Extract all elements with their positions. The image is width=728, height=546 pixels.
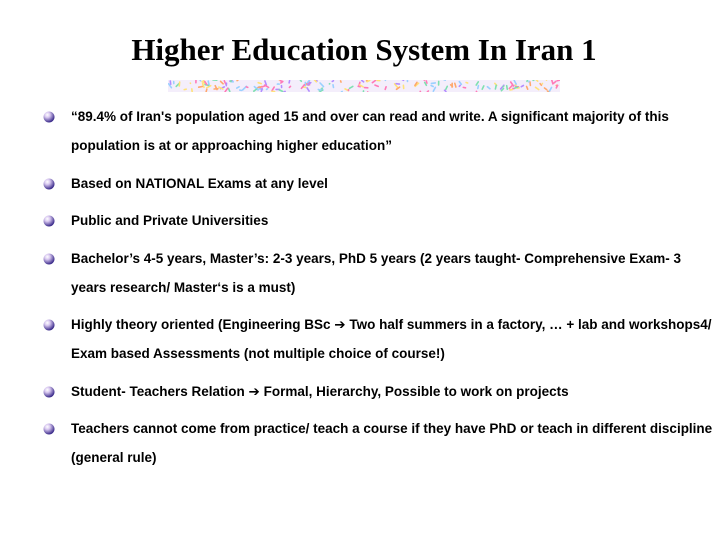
bullet-text: “89.4% of Iran's population aged 15 and over can read and write. A significant majority of this population is at or approaching higher education”	[71, 109, 669, 153]
bullet-item	[40, 414, 720, 472]
bullet-text: Teachers cannot come from practice/ teach a course if they have PhD or teach in different discipline (general rule)	[71, 421, 713, 465]
sphere-bullet-icon	[43, 319, 55, 331]
sphere-bullet-icon	[43, 111, 55, 123]
bullet-item	[40, 310, 720, 368]
sphere-bullet-icon	[43, 253, 55, 265]
slide-title: Higher Education System In Iran 1	[131, 32, 597, 67]
bullet-text: Highly theory oriented (Engineering BSc ➔ Two half summers in a factory, … + lab and workshops4/ Exam based Assessments (not multiple choice of course!)	[71, 317, 712, 361]
bullet-text: Bachelor’s 4-5 years, Master’s: 2-3 years, PhD 5 years (2 years taught- Comprehensive Exam- 3 years research/ Master‘s is a must)	[71, 250, 682, 295]
bullet-item	[40, 169, 720, 198]
bullet-list	[40, 102, 720, 481]
sphere-bullet-icon	[43, 423, 55, 435]
sphere-bullet-icon	[43, 386, 55, 398]
bullet-text: Based on NATIONAL Exams at any level	[71, 175, 328, 191]
bullet-item	[40, 102, 720, 160]
bullet-item	[40, 377, 720, 406]
bullet-item	[40, 244, 720, 302]
confetti-divider	[168, 80, 560, 92]
bullet-text: Student- Teachers Relation ➔ Formal, Hierarchy, Possible to work on projects	[71, 383, 569, 399]
sphere-bullet-icon	[43, 178, 55, 190]
sphere-bullet-icon	[43, 215, 55, 227]
bullet-text: Public and Private Universities	[71, 213, 269, 228]
bullet-item	[40, 206, 720, 235]
